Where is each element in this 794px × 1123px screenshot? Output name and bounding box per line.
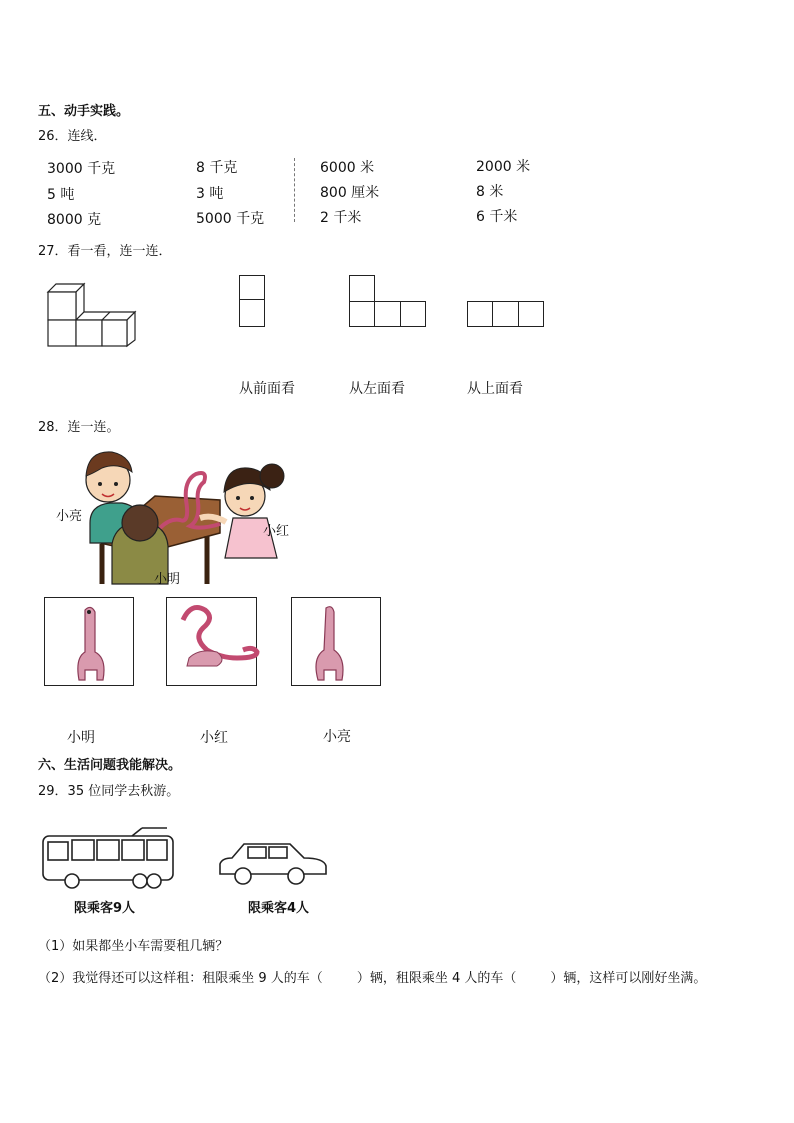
- match-item: 6 千米: [476, 209, 518, 225]
- match-item: 2000 米: [476, 159, 531, 175]
- answer-label-1: 小明: [67, 730, 95, 746]
- section-5-title: 五、动手实践。: [38, 104, 130, 119]
- part-2-text-c: ）辆，这样可以刚好坐满。: [550, 971, 707, 986]
- dino-view-box-1: [44, 597, 134, 686]
- question-28-title: 28．连一连。: [38, 420, 120, 435]
- car-illustration: [218, 838, 330, 890]
- match-item: 5000 千克: [196, 211, 265, 227]
- view-label-top: 从上面看: [467, 381, 523, 397]
- match-item: 3 吨: [196, 186, 224, 202]
- dino-view-box-3: [291, 597, 381, 686]
- match-item: 6000 米: [320, 160, 375, 176]
- answer-label-3: 小亮: [323, 729, 351, 745]
- match-item: 2 千米: [320, 210, 362, 226]
- person-label-xiaohong: 小红: [263, 524, 290, 539]
- view-label-left: 从左面看: [349, 381, 405, 397]
- person-label-xiaoliang: 小亮: [56, 509, 83, 524]
- answer-label-2: 小红: [200, 730, 228, 746]
- divider: [294, 158, 295, 222]
- match-item: 800 厘米: [320, 185, 380, 201]
- bus-illustration: [42, 826, 177, 890]
- match-item: 5 吨: [47, 187, 75, 203]
- car-caption: 限乘客4人: [248, 901, 310, 916]
- cube-figure-3d: [48, 282, 138, 348]
- question-26-title: 26．连线．: [38, 129, 107, 144]
- match-item: 3000 千克: [47, 161, 116, 177]
- question-27-title: 27．看一看，连一连．: [38, 244, 172, 259]
- section-6-title: 六、生活问题我能解决。: [38, 758, 182, 773]
- question-29-part-1: （1）如果都坐小车需要租几辆？: [38, 939, 229, 954]
- dino-view-box-2: [166, 597, 257, 686]
- person-label-xiaoming: 小明: [154, 572, 181, 587]
- part-2-text-a: （2）我觉得还可以这样租：租限乘坐 9 人的车（: [38, 971, 323, 986]
- bus-caption: 限乘客9人: [74, 901, 136, 916]
- question-29-title: 29．35 位同学去秋游。: [38, 784, 180, 799]
- match-item: 8000 克: [47, 212, 102, 228]
- match-item: 8 米: [476, 184, 504, 200]
- match-item: 8 千克: [196, 160, 238, 176]
- view-label-front: 从前面看: [239, 381, 295, 397]
- part-2-text-b: ）辆，租限乘坐 4 人的车（: [356, 971, 517, 986]
- question-29-part-2: [38, 967, 706, 986]
- kids-table-illustration: [50, 448, 290, 588]
